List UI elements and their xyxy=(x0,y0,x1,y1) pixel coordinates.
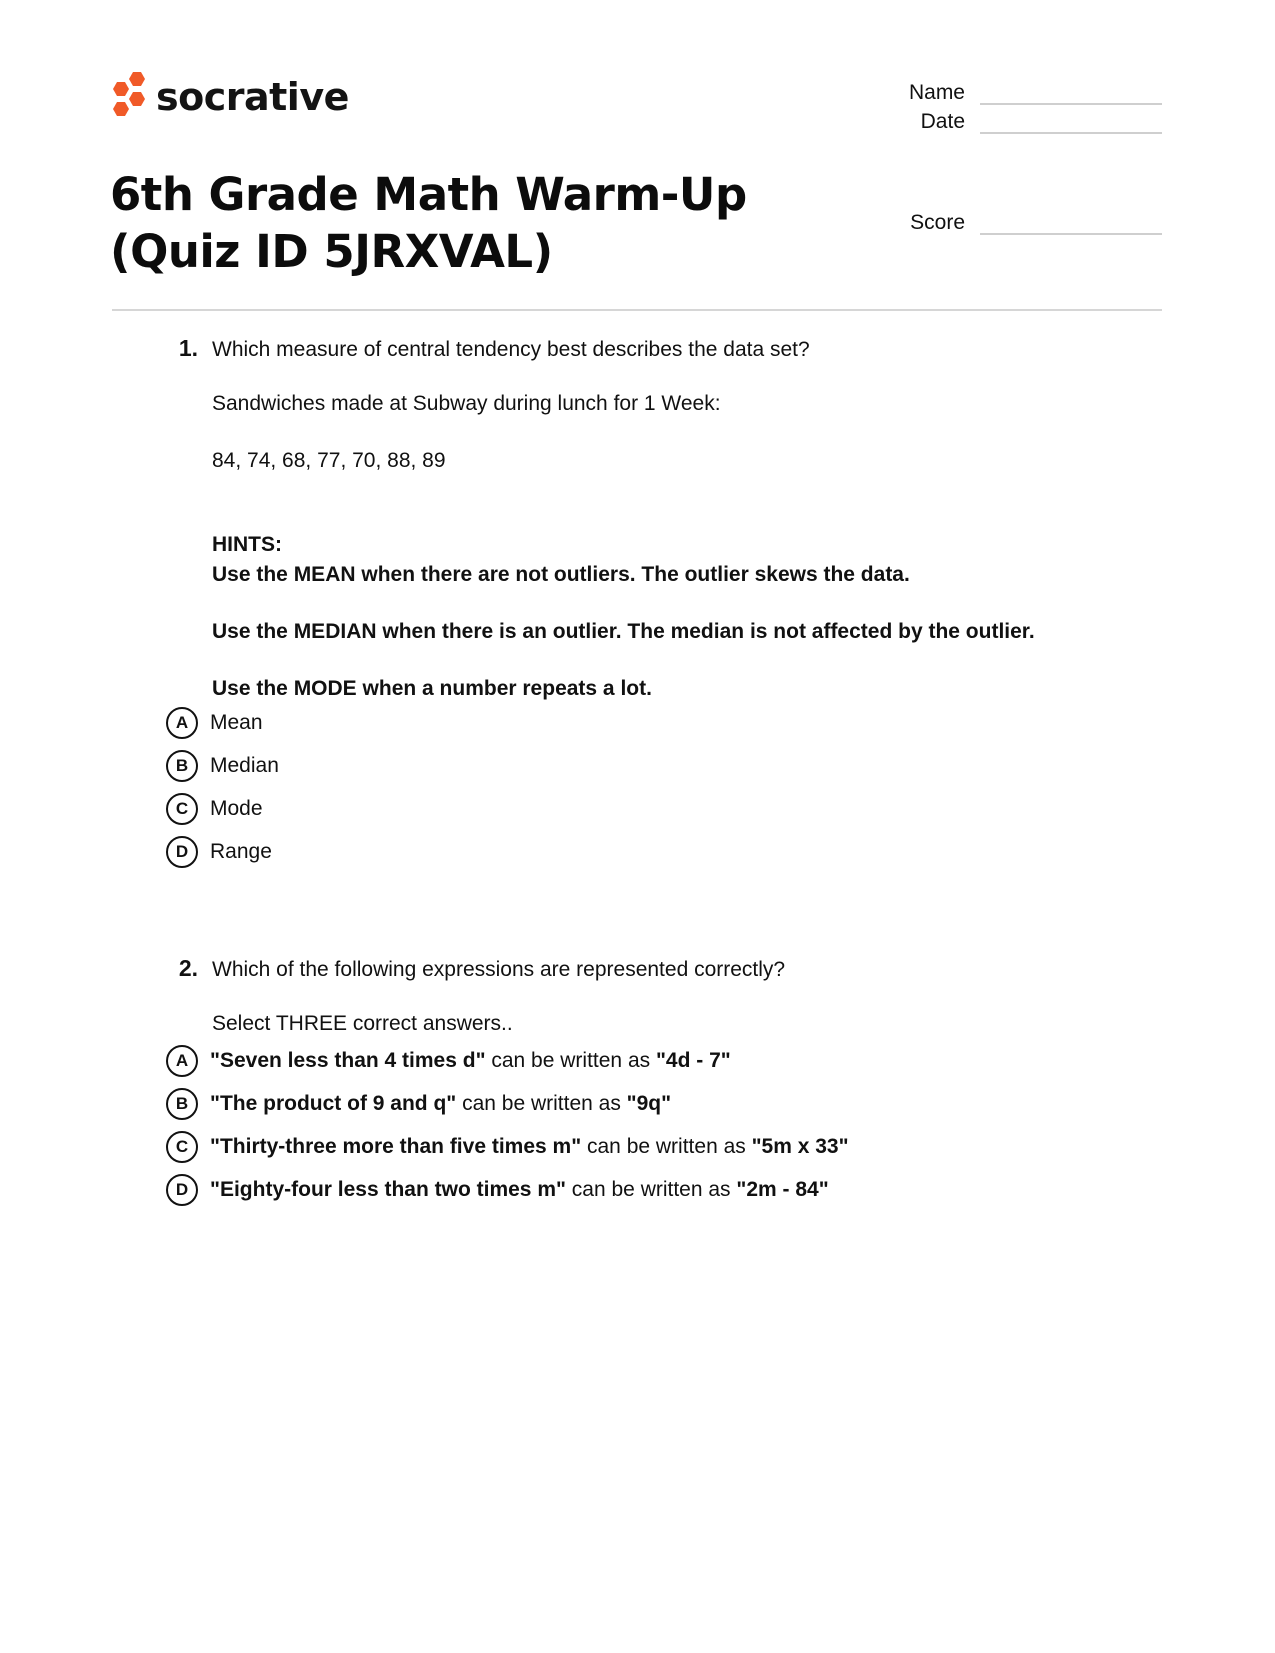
question-2-choices xyxy=(160,1039,1120,1211)
choice-connector: can be written as xyxy=(565,1177,737,1201)
choice-d[interactable] xyxy=(160,830,1120,873)
question-1-body xyxy=(212,389,1120,704)
choice-label: Range xyxy=(210,839,272,863)
choice-label: Mean xyxy=(210,710,263,734)
choice-letter-circle[interactable]: A xyxy=(166,1045,198,1077)
choice-a[interactable] xyxy=(160,1039,1120,1082)
choice-label: Mode xyxy=(210,796,263,820)
hint-mode: Use the MODE when a number repeats a lot. xyxy=(212,677,652,700)
question-2 xyxy=(160,955,1120,1211)
choice-connector: can be written as xyxy=(581,1134,752,1158)
choice-phrase: "The product of 9 and q" xyxy=(210,1091,457,1115)
question-number: 1. xyxy=(178,335,198,361)
question-text: Which of the following expressions are represented correctly? xyxy=(212,958,786,981)
date-label: Date xyxy=(920,110,965,133)
header-divider xyxy=(112,309,1162,311)
score-label: Score xyxy=(910,211,965,234)
date-blank-line[interactable] xyxy=(980,112,1162,134)
score-blank-line[interactable] xyxy=(980,213,1162,235)
choice-label xyxy=(210,1135,849,1159)
choice-label: Median xyxy=(210,753,279,777)
choice-letter-circle[interactable]: D xyxy=(166,1174,198,1206)
name-field-row xyxy=(900,76,1162,105)
choice-d[interactable] xyxy=(160,1168,1120,1211)
brand-name: socrative xyxy=(156,75,349,119)
question-context: Sandwiches made at Subway during lunch for 1 Week: xyxy=(212,392,721,415)
question-number: 2. xyxy=(178,955,198,981)
choice-letter-circle[interactable]: C xyxy=(166,1131,198,1163)
choice-b[interactable] xyxy=(160,744,1120,787)
choice-letter-circle[interactable]: B xyxy=(166,750,198,782)
date-field-row xyxy=(900,105,1162,134)
choice-label xyxy=(210,1049,731,1073)
question-1-header xyxy=(160,335,1120,362)
choice-letter-circle[interactable]: A xyxy=(166,707,198,739)
question-1-choices xyxy=(160,701,1120,873)
choice-connector: can be written as xyxy=(485,1048,656,1072)
choice-c[interactable] xyxy=(160,1125,1120,1168)
hint-median: Use the MEDIAN when there is an outlier. The median is not affected by the outlier. xyxy=(212,620,1035,643)
choice-letter-circle[interactable]: B xyxy=(166,1088,198,1120)
choice-connector: can be written as xyxy=(456,1091,627,1115)
socrative-logo xyxy=(108,72,349,122)
choice-expression: "5m x 33" xyxy=(751,1134,849,1158)
choice-letter-circle[interactable]: C xyxy=(166,793,198,825)
question-2-body xyxy=(212,1009,1120,1039)
choice-c[interactable] xyxy=(160,787,1120,830)
score-field-row xyxy=(900,206,1162,235)
quiz-title: 6th Grade Math Warm-Up (Quiz ID 5JRXVAL) xyxy=(110,168,747,278)
choice-phrase: "Seven less than 4 times d" xyxy=(210,1048,486,1072)
student-info-fields xyxy=(900,76,1162,235)
question-1 xyxy=(160,335,1120,873)
choice-expression: "4d - 7" xyxy=(655,1048,731,1072)
hexagon-cluster-icon xyxy=(108,72,148,122)
choice-label xyxy=(210,1178,829,1202)
hint-mean: Use the MEAN when there are not outliers. The outlier skews the data. xyxy=(212,563,910,586)
name-label: Name xyxy=(908,81,965,104)
question-2-header xyxy=(160,955,1120,982)
question-instruction: Select THREE correct answers.. xyxy=(212,1012,513,1035)
choice-letter-circle[interactable]: D xyxy=(166,836,198,868)
choice-a[interactable] xyxy=(160,701,1120,744)
data-set: 84, 74, 68, 77, 70, 88, 89 xyxy=(212,449,446,472)
choice-expression: "9q" xyxy=(626,1091,672,1115)
hints-title: HINTS: xyxy=(212,533,282,556)
choice-b[interactable] xyxy=(160,1082,1120,1125)
choice-phrase: "Eighty-four less than two times m" xyxy=(210,1177,566,1201)
choice-phrase: "Thirty-three more than five times m" xyxy=(210,1134,582,1158)
question-text: Which measure of central tendency best describes the data set? xyxy=(212,338,810,361)
name-blank-line[interactable] xyxy=(980,83,1162,105)
choice-expression: "2m - 84" xyxy=(736,1177,829,1201)
choice-label xyxy=(210,1092,671,1116)
